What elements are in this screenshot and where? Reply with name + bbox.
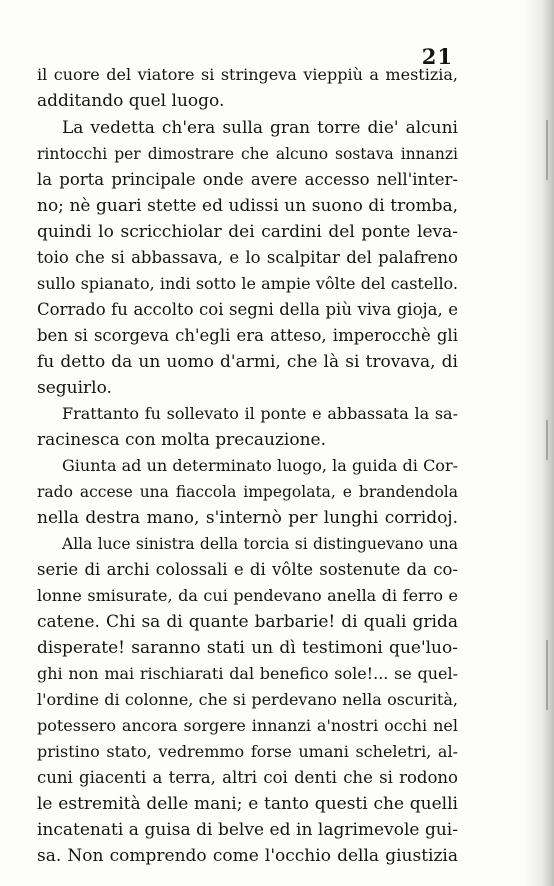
text-line: rado accese una fiaccola impegolata, e brandendola	[37, 483, 458, 501]
text-line: fu detto da un uomo d'armi, che là si trovava, di	[37, 352, 458, 372]
text-line: no; nè guari stette ed udissi un suono di tromba,	[37, 196, 458, 216]
text-line: Corrado fu accolto coi segni della più viva gioja, e	[37, 300, 458, 319]
text-line: cuni giacenti a terra, altri coi denti che si rodono	[37, 768, 458, 787]
text-line: il cuore del viatore si stringeva vieppiù a mestizia,	[37, 65, 458, 84]
text-line: potessero ancora sorgere innanzi a'nostri occhi nel	[37, 716, 458, 735]
text-line: serie di archi colossali e di vôlte sostenute da co-	[37, 560, 458, 579]
page-edge-mark	[546, 640, 548, 710]
text-line: Alla luce sinistra della torcia si distinguevano una	[62, 535, 458, 553]
text-line: incatenati a guisa di belve ed in lagrimevole gui-	[37, 820, 458, 840]
text-line: quindi lo scricchiolar dei cardini del ponte leva-	[37, 222, 458, 242]
text-line: disperate! saranno stati un dì testimoni que'luo-	[37, 638, 458, 658]
text-line: pristino stato, vedremmo forse umani scheletri, al-	[37, 742, 458, 761]
text-line: rintocchi per dimostrare che alcuno sostava innanzi	[37, 145, 458, 163]
text-line: Frattanto fu sollevato il ponte e abbassata la sa-	[62, 404, 458, 423]
text-line: l'ordine di colonne, che si perdevano nella oscurità,	[37, 690, 458, 709]
text-line: ben si scorgeva ch'egli era atteso, imperocchè gli	[37, 326, 458, 345]
text-line: seguirlo.	[37, 378, 112, 398]
text-line: sullo spianato, indi sotto le ampie vôlte del castello.	[37, 274, 458, 293]
page-number: 21	[421, 44, 453, 69]
text-line: catene. Chi sa di quante barbarie! di quali grida	[37, 612, 458, 632]
text-line: la porta principale onde avere accesso nell'inter-	[37, 170, 458, 189]
page-edge-mark	[546, 420, 548, 460]
text-line: toio che si abbassava, e lo scalpitar del palafreno	[37, 248, 458, 267]
text-line: racinesca con molta precauzione.	[37, 430, 326, 450]
text-line: additando quel luogo.	[37, 91, 225, 111]
text-line: le estremità delle mani; e tanto questi che quelli	[37, 794, 458, 814]
text-line: lonne smisurate, da cui pendevano anella di ferro e	[37, 586, 458, 605]
text-line: sa. Non comprendo come l'occhio della giustizia	[37, 846, 458, 866]
page-edge-shadow	[524, 0, 554, 886]
page-edge-mark	[546, 120, 548, 180]
text-line: La vedetta ch'era sulla gran torre die' alcuni	[62, 118, 458, 138]
text-line: Giunta ad un determinato luogo, la guida di Cor-	[62, 456, 458, 475]
text-line: nella destra mano, s'internò per lunghi corridoj.	[37, 508, 458, 528]
text-line: ghi non mai rischiarati dal benefico sole!... se quel-	[37, 664, 458, 683]
